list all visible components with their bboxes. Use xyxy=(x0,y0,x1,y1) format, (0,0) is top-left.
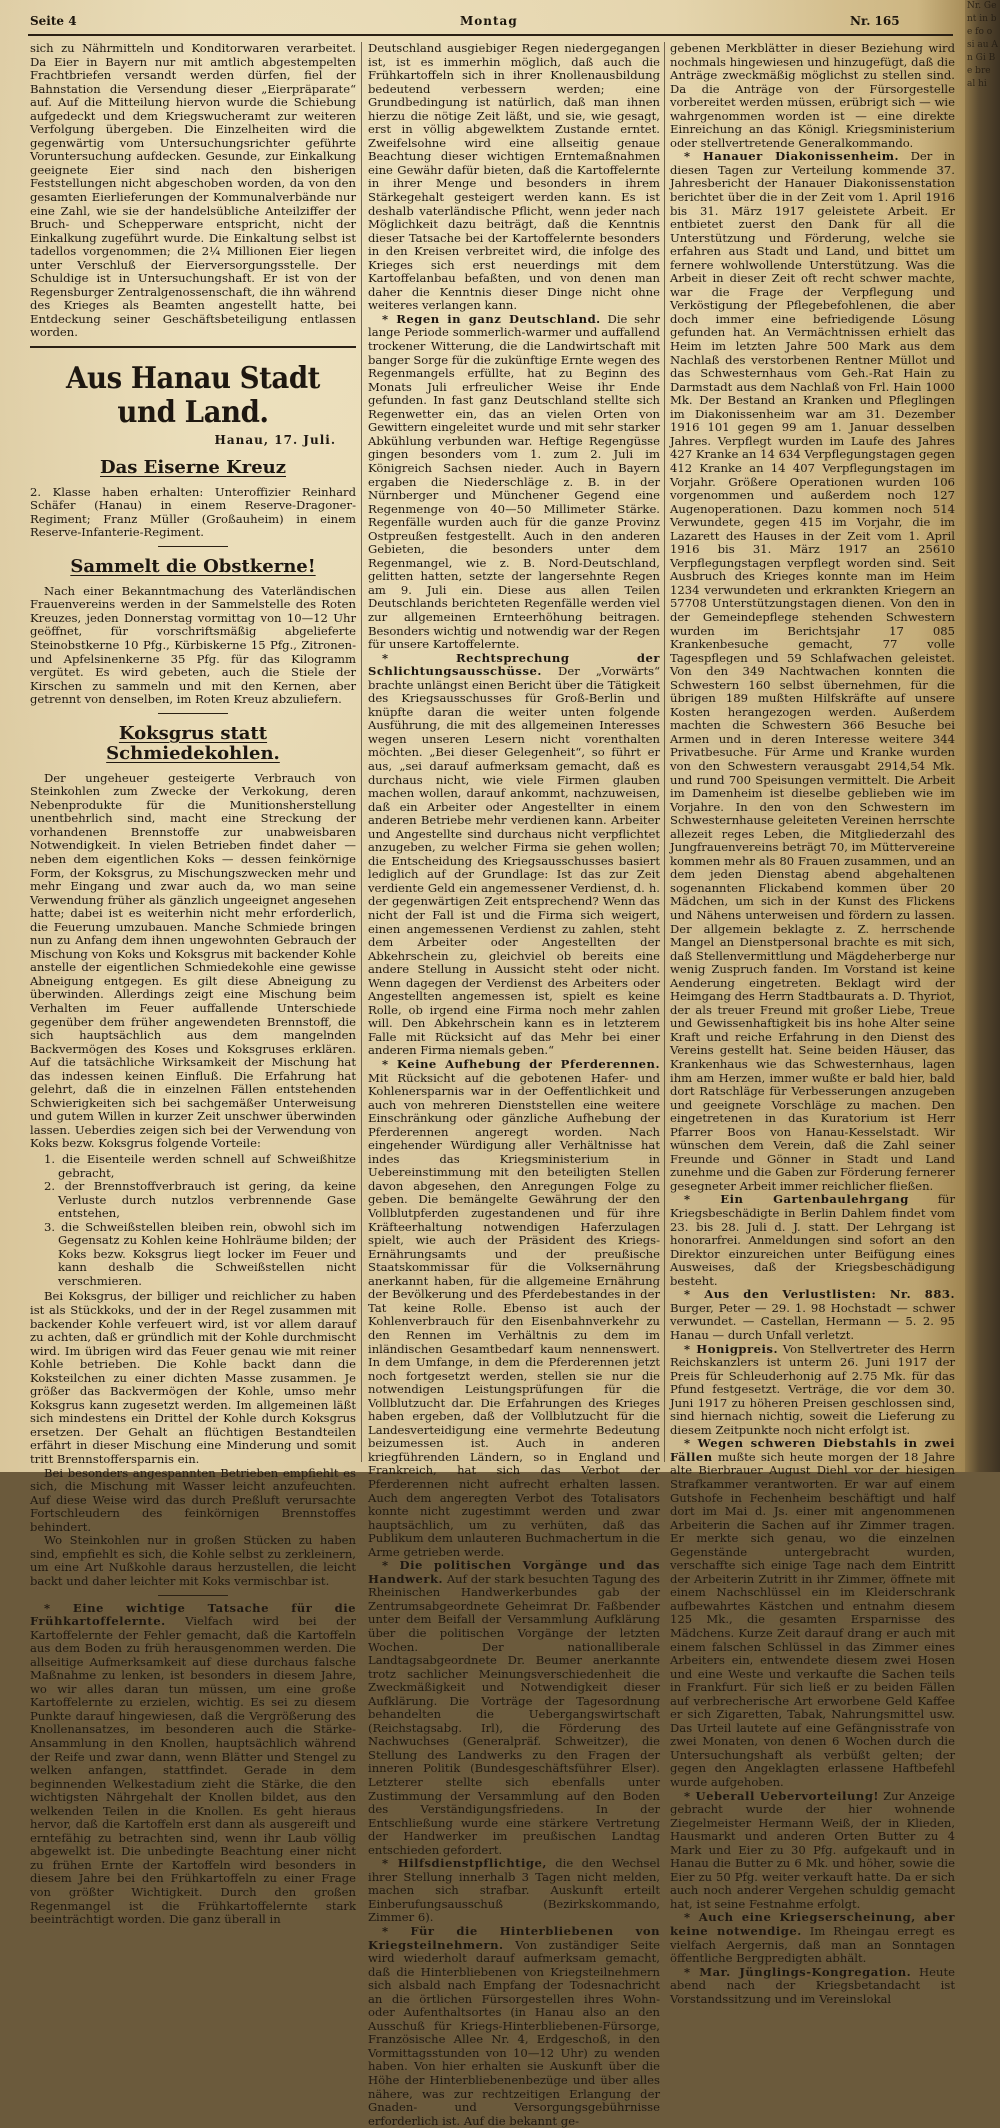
note-text: Vielfach wird bei der Kartoffelernte der Fehler gemacht, daß die Kartoffeln aus dem Boden zu früh herausgenommen werden. Die allseitige Aufmerksamkeit auf diese durchaus falsche Maßnahme zu lenken, ist besonders in diesem Jahre, wo wir alles daran tun müssen, um eine große Kartoffelernte zu erzielen, wichtig. Es sei zu diesem Punkte darauf hingewiesen, daß die Vergrößerung des Knollenansatzes, im besonderen auch die Stärke-Ansammlung in den Knollen, hauptsächlich während der Reife und zwar dann, wenn Blätter und Stengel zu welken anfangen, stattfindet. Gerade in dem beginnenden Welkestadium zieht die Stärke, die den wichtigsten Nährgehalt der Knollen bildet, aus den welkenden Teilen in die Knollen. Es geht hieraus hervor, daß die Kartoffeln erst dann als ausgereift und erntefähig zu betrachten sind, wenn ihr Laub völlig abgewelkt ist. Die unbedingte Beachtung einer nicht zu frühen Ernte der Kartoffeln wird besonders in diesem Jahre bei den Frühkartoffeln zu einer Frage von größter Wichtigkeit. Durch den großen Regenmangel ist die Frühkartoffelernte stark beeinträchtigt worden. Die ganz überall in xyxy=(30,1614,357,1927)
page-number: Seite 4 xyxy=(30,14,77,28)
note-text: Der „Vorwärts“ brachte unlängst einen Bericht über die Tätigkeit des Kriegsausschusses für Groß-Berlin und knüpfte daran die weiter unten folgende Ausführung, die mit des allgemeinen Interesses wegen unseren Lesern nicht vorenthalten möchten. „Bei dieser Gelegenheit“, so führt er aus, „sei darauf aufmerksam gemacht, daß es durchaus nicht, wie viele Firmen glauben machen wollen, darauf ankommt, nachzuweisen, daß ein Arbeiter oder Angestellter in einem anderen Betriebe mehr verdienen kann. Arbeiter und Angestellte sind durchaus nicht verpflichtet anzugeben, zu welcher Firma sie gehen wollen; die Entscheidung des Kriegsausschusses basiert lediglich auf der Grundlage: Ist das zur Zeit verdiente Geld ein angemessener Verdienst, d. h. der gegenwärtigen Zeit entsprechend? Wenn das nicht der Fall ist und die Firma sich weigert, einen angemessenen Verdienst zu zahlen, steht dem Arbeiter oder Angestellten der Abkehrschein zu, gleichviel ob bereits eine andere Stellung in Aussicht steht oder nicht. Wenn dagegen der Verdienst des Arbeiters oder Angestellten angemessen ist, spielt es keine Rolle, ob irgend eine Firma noch mehr zahlen will. Den Abkehrschein kann es in letzterem Falle mit Rücksicht auf das Mehr bei einer anderen Firma niemals geben.“ xyxy=(368,664,661,1058)
article-gartenbau xyxy=(670,1193,955,1288)
article-uebervorteilung xyxy=(670,1790,955,1912)
adjacent-page-edge xyxy=(965,0,1000,1472)
article-kongregation xyxy=(670,1966,955,2007)
note-title: * Ueberall Uebervorteilung! xyxy=(684,1788,880,1803)
column-3 xyxy=(670,41,956,2006)
article-diakonissenheim xyxy=(670,150,955,1193)
note-title: * Ein Gartenbaulehrgang xyxy=(684,1192,909,1207)
issue-number: Nr. 165 xyxy=(850,14,900,28)
note-text: Der in diesen Tagen zur Verteilung kommende 37. Jahresbericht der Hanauer Diakonissenstation berichtet über die in der Zeit vom 1. April 1916 bis 31. März 1917 geleistete Arbeit. Er entbietet zuerst den Dank für all die Unterstützung und Förderung, welche sie erfahren aus Stadt und Land, und bittet um fernere wohlwollende Unterstützung. Was die Arbeit in dieser Zeit oft recht schwer machte, war die Frage der Verpflegung und Verköstigung der Pflegebefohlenen, die aber doch immer eine befriedigende Lösung gefunden hat. An Vermächtnissen erhielt das Heim im letzten Jahre 500 Mark aus dem Nachlaß des verstorbenen Rentner Müllot und das Schwesternhaus vom Geh.-Rat Hain zu Darmstadt aus dem Nachlaß von Frl. Hain 1000 Mk. Der Bestand an Kranken und Pfleglingen im Diakonissenheim war am 31. Dezember 1916 101 gegen 99 am 1. Januar desselben Jahres. Verpflegt wurden im Laufe des Jahres 427 Kranke an 14 634 Verpflegungstagen gegen 412 Kranke an 14 407 Verpflegungstagen im Vorjahr. Größere Operationen wurden 106 vorgenommen und außerdem noch 127 Augenoperationen. Dazu kommen noch 514 Verwundete, gegen 415 im Vorjahr, die im Lazarett des Hauses in der Zeit vom 1. April 1916 bis 31. März 1917 an 25610 Verpflegungstagen verpflegt worden sind. Seit Ausbruch des Krieges konnte man im Heim 1234 verwundeten und erkrankten Kriegern an 57708 Unterstützungstagen dienen. Von den in der Gemeindepflege stehenden Schwestern wurden im Berichtsjahr 17 085 Krankenbesuche gemacht, 77 volle Tagespflegen und 59 Schlafwachen geleistet. Von den 349 Nachtwachen konnten die Schwestern 160 selbst übernehmen, für die übrigen 189 mußten Hilfskräfte auf unsere Kosten herangezogen werden. Außerdem machten die Schwestern 366 Besuche bei Armen und in deren Interesse weitere 344 Privatbesuche. Für Arme und Kranke wurden von den Schwestern verausgabt 2914,54 Mk. und rund 700 Speisungen vermittelt. Die Arbeit im Damenheim ist dieselbe geblieben wie im Vorjahre. In den von den Schwestern im Schwesternhause geleiteten Vereinen herrschte allezeit reges Leben, die Mitgliederzahl des Jungfrauenvereins beträgt 70, im Müttervereine kommen mehr als 80 Frauen zusammen, und an dem jeden Dienstag abend abgehaltenen sogenannten Flickabend kommen über 20 Mädchen, um sich in der Kunst des Flickens und Nähens unterweisen und fördern zu lassen. Der allgemein beklagte z. Z. herrschende Mangel an Dienstpersonal brachte es mit sich, daß Stellenvermittlung und Mägdeherberge nur wenig Zuspruch fanden. Im Vorstand ist keine Aenderung eingetreten. Beklagt wird der Heimgang des Herrn Stadtbaurats a. D. Thyriot, der als treuer Freund mit großer Liebe, Treue und Gewissenhaftigkeit bis ins hohe Alter seine Kraft und reiche Erfahrung in den Dienst des Vereins gestellt hat. Seine beiden Häuser, das Krankenhaus wie das Schwesternhaus, lagen ihm am Herzen, immer wußte er bald hier, bald dort Ratschläge für Verbesserungen anzugeben und geeignete Vorschläge zu machen. Den eingetretenen in das Kuratorium ist Herr Pfarrer Boos von Hanau-Kesselstadt. Wir wünschen dem Verein, daß die Zahl seiner Freunde und Gönner in Stadt und Land zunehme und die Gaben zur Förderung fernerer gesegneter Arbeit immer reichlicher fließen. xyxy=(670,149,956,1193)
article-schlichtung xyxy=(368,652,660,1058)
note-title: * Aus den Verlustlisten: Nr. 883. xyxy=(684,1287,955,1302)
page-header xyxy=(0,0,965,38)
article-intro: sich zu Nährmitteln und Konditorwaren verarbeitet. Da Eier in Bayern nur mit amtlich abgestempelten Frachtbriefen versandt werden dürfen, fiel der Bahnstation die Versendung dieser „Eierpräparate“ auf. Auf die Mitteilung hiervon wurde die Schiebung aufgedeckt und dem Kriegswucheramt zur weiteren Verfolgung übergeben. Die Einzelheiten wird die gegenwärtig vom Untersuchungsrichter geführte Voruntersuchung aufdecken. Gesunde, zur Einkalkung geeignete Eier sind nach den bisherigen Feststellungen nicht abgeschoben worden, da von den gesamten Eierlieferungen der Kommunalverbände nur eine Zahl, wie sie der handelsübliche Anteilziffer der Bruch- und Schepperware entspricht, nicht der Einkalkung zugeführt wurde. Die Einkaltung selbst ist tadellos vorgenommen; die 2¼ Millionen Eier liegen unter Verschluß der Eierversorgungsstelle. Der Schuldige ist in Untersuchungshaft. Er ist von der Regensburger Zentralgenossenschaft, die ihn während des Krieges als Beamten angestellt hatte, bei Entdeckung seiner Geschäftsbeteiligung entlassen worden. xyxy=(30,41,356,340)
article-kriegserscheinung xyxy=(670,1911,955,1965)
article-diebstahl xyxy=(670,1437,955,1789)
note-title: * Wegen schweren Diebstahls in zwei Fällen xyxy=(670,1436,955,1464)
note-title: * Die politischen Vorgänge und das Handwerk. xyxy=(368,1558,660,1586)
divider xyxy=(30,346,356,348)
note-text: Zur Anzeige gebracht wurde der hier wohnende Ziegelmeister Hermann Weiß, der in Klieden, Hausmarkt und anderen Orten Butter zu 4 Mark und Eier zu 30 Pfg. aufgekauft und in Hanau die Butter zu 6 Mk. und höher, sowie die Eier zu 50 Pfg. weiter verkauft hatte. Da er sich auch noch anderer Vergehen schuldig gemacht hat, ist seine Festnahme erfolgt. xyxy=(670,1788,955,1911)
note-text: Die sehr lange Periode sommerlich-warmer und auffallend trockener Witterung, die die Landwirtschaft mit banger Sorge für die zukünftige Ernte wegen des Regenmangels erfüllte, hat zu Beginn des Monats Juli erfreulicher Weise ihr Ende gefunden. In fast ganz Deutschland stellte sich Regenwetter ein, das an vielen Orten von Gewittern eingeleitet wurde und mit sehr starker Abkühlung verbunden war. Heftige Regengüsse gingen besonders vom 1. zum 2. Juli im Königreich Sachsen nieder. Auch in Bayern ergaben die Niederschläge z. B. in der Nürnberger und Münchener Gegend eine Regenmenge von 40—50 Millimeter Stärke. Regenfälle wurden auch für die ganze Provinz Ostpreußen festgestellt. Auch in den anderen Gebieten, die besonders unter dem Regenmangel, wie z. B. Nord-Deutschland, gelitten hatten, setzte der langersehnte Regen am 9. Juli ein. Diese aus allen Teilen Deutschlands berichteten Regenfälle werden viel zur allgemeinen Ernteerhöhung beitragen. Besonders wichtig und notwendig war der Regen für unsere Kartoffelernte. xyxy=(368,311,661,652)
note-title: * Eine wichtige Tatsache für die Frühkartoffelernte. xyxy=(30,1600,356,1629)
note-text: Im Rheingau erregt es vielfach Aergernis, daß man an Sonntagen öffentliche Bergpredigten abhält. xyxy=(670,1924,955,1966)
article-regen xyxy=(368,313,660,652)
article-koksgrus-p3: Bei besonders angespannten Betrieben empfiehlt es sich, die Mischung mit Wasser leicht anzufeuchten. Auf diese Weise wird das durch Preßluft verursachte Fortschleudern des feinkörnigen Brennstoffes behindert. xyxy=(30,1465,356,1534)
article-obstkerne: Nach einer Bekanntmachung des Vaterländischen Frauenvereins werden in der Sammelstelle des Roten Kreuzes, jeden Donnerstag vormittag von 10—12 Uhr geöffnet, für vorschriftsmäßig abgelieferte Steinobstkerne 10 Pfg., Kürbiskerne 15 Pfg., Zitronen- und Apfelsinenkerne 35 Pfg. für das Kilogramm vergütet. Es wird gebeten, auch die Stiele der Kirschen zu sammeln und mit den Kernen, aber getrennt von denselben, im Roten Kreuz abzuliefern. xyxy=(30,583,356,707)
note-text: Burger, Peter — 29. 1. 98 Hochstadt — schwer verwundet. — Castellan, Hermann — 5. 2. 95 Hanau — durch Unfall verletzt. xyxy=(670,1300,955,1342)
note-title: * Keine Aufhebung der Pferderennen. xyxy=(382,1057,660,1072)
note-title: * Auch eine Kriegserscheinung, aber keine notwendige. xyxy=(670,1910,955,1939)
column-rule xyxy=(361,42,362,1462)
column-rule xyxy=(664,42,665,1462)
note-text: Heute abend nach der Kriegsbetandacht ist Vorstandssitzung und im Vereinslokal xyxy=(670,1964,955,2006)
divider xyxy=(158,1595,228,1596)
note-title: * Regen in ganz Deutschland. xyxy=(382,311,601,326)
note-title: * Für die Hinterbliebenen von Kriegsteilnehmern. xyxy=(368,1924,660,1952)
article-eisernes-kreuz: 2. Klasse haben erhalten: Unteroffizier Reinhard Schäfer (Hanau) in einem Reserve-Dragoner-Regiment; Franz Müller (Großauheim) in einem Reserve-Infanterie-Regiment. xyxy=(30,484,356,540)
headline-obstkerne: Sammelt die Obstkerne! xyxy=(70,555,316,577)
note-text: Von zuständiger Seite wird wiederholt darauf aufmerksam gemacht, daß die Hinterbliebenen von Kriegsteilnehmern sich alsbald nach Empfang der Todesnachricht an die örtlichen Fürsorgestellen ihres Wohn- oder Aufenthaltsortes (in Hanau also an den Ausschuß für Kriegs-Hinterbliebenen-Fürsorge, Französische Allee Nr. 4, Erdgeschoß, in den Vormittagsstunden von 10—12 Uhr) zu wenden haben. Von hier erhalten sie Auskunft über die Höhe der Hinterbliebenenbezüge und über alles nähere, was zur rechtzeitigen Erlangung der Gnaden- und Versorgungsgebührnisse erforderlich ist. Auf die bekannt ge- xyxy=(368,1937,660,2128)
article-honigpreis xyxy=(670,1343,955,1438)
article-continued: Deutschland ausgiebiger Regen niedergegangen ist, ist es immerhin möglich, daß auch die Frühkartoffeln sich in ihrer Knollenausbildung bedeutend verbessern werden; eine Grundbedingung ist natürlich, daß man ihnen hierzu die nötige Zeit läßt, und sie, wie gesagt, erst in völlig abgewelktem Zustande erntet. Zweifelsohne wird eine allseitig genaue Beachtung dieser wichtigen Erntemaßnahmen eine Gewähr dafür bieten, daß die Kartoffelernte in ihrer Menge und besonders in ihrem Stärkegehalt gesteigert werden kann. Es ist deshalb vaterländische Pflicht, wenn jeder nach Möglichkeit dazu beiträgt, daß die Kenntnis dieser Tatsache bei der Kartoffelernte besonders in den Kreisen verbreitet wird, die infolge des Krieges sich erst neuerdings mit dem Kartoffelanbau befaßten, und von denen man daher die Kenntnis dieser Dinge nicht ohne weiteres verlangen kann. xyxy=(368,41,660,313)
list-item: 1. die Eisenteile werden schnell auf Schweißhitze gebracht, xyxy=(44,1152,356,1180)
note-title: * Rechtsprechung der Schlichtungsausschüsse. xyxy=(368,650,660,679)
headline-koksgrus: Koksgrus statt Schmiedekohlen. xyxy=(106,722,280,764)
adjacent-page-text: Nr. Gent in be fo o si au An Gi Be bre al hi xyxy=(967,1,998,89)
divider xyxy=(158,546,228,547)
article-koksgrus-p2: Bei Koksgrus, der billiger und reichlicher zu haben ist als Stückkoks, und der in der Regel zusammen mit backender Kohle verfeuert wird, ist vor allem darauf zu achten, daß er gründlich mit der Kohle durchmischt wird. Im übrigen wird das Feuer genau wie mit reiner Kohle betrieben. Die Kohle backt dann die Koksteilchen zu einer dichten Masse zusammen. Je größer das Backvermögen der Kohle, umso mehr Koksgrus kann zugesetzt werden. Im allgemeinen läßt sich mindestens ein Drittel der Kohle durch Koksgrus ersetzen. Der Gehalt an flüchtigen Bestandteilen erfährt in dieser Mischung eine Minderung und somit tritt Brennstoffersparnis ein. xyxy=(30,1289,356,1467)
note-title: * Honigpreis. xyxy=(684,1341,778,1356)
note-text: Auf der stark besuchten Tagung des Rheinischen Handwerkerbundes gab der Zentrumsabgeordnete Geheimrat Dr. Faßbender unter dem Beifall der Versammlung Aufklärung über die politischen Vorgänge der letzten Wochen. Der nationalliberale Landtagsabgeordnete Dr. Beumer anerkannte trotz sachlicher Meinungsverschiedenheit die Zweckmäßigkeit und Notwendigkeit dieser Aufklärung. Die Vorträge der Tagesordnung behandelten die Uebergangswirtschaft (Reichstagsabg. Irl), die Förderung des Nachwuchses (Generalpräf. Schweitzer), die Stellung des Landwerks zu den Fragen der inneren Politik (Bundesgeschäftsführer Elser). Letzterer stellte sich ebenfalls unter Zustimmung der Versammlung auf den Boden des Verständigungsfriedens. In der Entschließung wurde eine stärkere Vertretung der Handwerker im preußischen Landtag entschieden gefordert. xyxy=(368,1571,661,1857)
dateline: Hanau, 17. Juli. xyxy=(214,433,336,448)
article-koksgrus-p4: Wo Steinkohlen nur in großen Stücken zu haben sind, empfiehlt es sich, die Kohle selbst zu zerkleinern, um eine Art Nußkohle daraus herzustellen, die leicht backt und daher leichter mit Koks vermischbar ist. xyxy=(30,1533,356,1588)
note-title: * Hilfsdienstpflichtige, xyxy=(382,1856,547,1871)
article-verlustliste xyxy=(670,1288,955,1342)
article-kartoffelernte xyxy=(30,1602,356,1927)
note-text: Mit Rücksicht auf die gebotenen Hafer- und Kohlenersparnis war in der Oeffentlichkeit und auch von mehreren Dienststellen eine weitere Einschränkung oder gänzliche Aufhebung der Pferderennen angeregt worden. Nach eingehender Würdigung aller Verhältnisse hat indes das Kriegsministerium in Uebereinstimmung mit den beteiligten Stellen davon abgesehen, den Anregungen Folge zu geben. Die bemängelte Gewährung der den Vollblutpferden zugestandenen und für ihre Kräfteerhaltung notwendigen Haferzulagen spielt, wie auch der Präsident des Kriegs-Ernährungsamts und der preußische Staatskommissar für die Volksernährung anerkannt haben, für die allgemeine Ernährung der Bevölkerung und des Pferdebestandes in der Tat keine Rolle. Ebenso ist auch der Kohlenverbrauch für den Eisenbahnverkehr zu den Rennen im Verhältnis zu dem im inländischen Gesamtbedarf kaum nennenswert. In dem Umfange, in dem die Pferderennen jetzt noch fortgesetzt werden, stellen sie nur die notwendigen Leistungsprüfungen für die Vollblutzucht dar. Die Erfahrungen des Krieges haben ergeben, daß der Vollblutzucht für die Landesverteidigung eine vermehrte Bedeutung beizumessen ist. Auch in anderen kriegführenden Ländern, so in England und Frankreich, hat sich das Verbot der Pferderennen nicht aufrecht erhalten lassen. Auch dem angeregten Verbot des Totalisators konnte nicht zugestimmt werden und zwar hauptsächlich, um zu verhüten, daß das Publikum dem unlauteren Buchmachertum in die Arme getrieben werde. xyxy=(368,1070,660,1559)
note-text: für Kriegsbeschädigte in Berlin Dahlem findet vom 23. bis 28. Juli d. J. statt. Der Lehrgang ist honorarfrei. Anmeldungen sind sofort an den Direktor einzureichen unter Beifügung eines Ausweises, daß der Kriegsbeschädigung besteht. xyxy=(670,1192,956,1288)
article-handwerk xyxy=(368,1559,660,1857)
article-koksgrus-p1: Der ungeheuer gesteigerte Verbrauch von Steinkohlen zum Zwecke der Verkokung, deren Nebenprodukte für die Munitionsherstellung unentbehrlich sind, macht eine Streckung der vorhandenen Brennstoffe zur unabweisbaren Notwendigkeit. In vielen Betrieben findet daher — neben dem eigentlichen Koks — dessen feinkörnige Form, der Koksgrus, zu Mischungszwecken mehr und mehr Eingang und zwar auch da, wo man seine Verwendung früher als gänzlich ungeeignet angesehen hatte; dabei ist es weiterhin nicht mehr erforderlich, die Feuerung umzubauen. Manche Schmiede bringen nun zu Anfang dem ihnen ungewohnten Gebrauch der Mischung von Koks und Koksgrus mit backender Kohle anstelle der eigentlichen Schmiedekohle eine gewisse Abneigung entgegen. Es gilt diese Abneigung zu überwinden. Allerdings zeigt eine Mischung beim Verhalten im Feuer auffallende Unterschiede gegenüber dem früher angewendeten Brennstoff, die sich hauptsächlich aus dem mangelnden Backvermögen des Koses und Koksgruses erklären. Auf die tatsächliche Wirksamkeit der Mischung hat das indessen keinen Einfluß. Die Erfahrung hat gelehrt, daß die in einzelnen Fällen entstehenden Schwierigkeiten sich bei sachgemäßer Unterweisung und gutem Willen in kurzer Zeit unschwer überwinden lassen. Ueberdies zeigen sich bei der Verwendung von Koks bezw. Koksgrus folgende Vorteile: xyxy=(30,770,356,1151)
list-item: 3. die Schweißstellen bleiben rein, obwohl sich im Gegensatz zu Kohlen keine Hohlräume bilden; der Koks bezw. Koksgrus liegt locker im Feuer und kann deshalb die Schweißstellen nicht verschmieren. xyxy=(44,1219,356,1288)
article-continued: gebenen Merkblätter in dieser Beziehung wird nochmals hingewiesen und hinzugefügt, daß die Anträge zweckmäßig möglichst zu stellen sind. Da die Anträge von der Fürsorgestelle vorbereitet werden müssen, erübrigt sich — wie wahrgenommen worden ist — eine direkte Einreichung an das Königl. Kriegsministerium oder stellvertretende Generalkommando. xyxy=(670,41,955,150)
note-text: mußte sich heute morgen der 18 Jahre alte Bierbrauer August Diehl vor der hiesigen Strafkammer verantworten. Er war auf einem Gutshofe in Fechenheim beschäftigt und half dort im Mai d. Js. einer mit angenommenen Arbeiterin die Sachen auf ihr Zimmer tragen. Er merkte sich genau, wo die einzelnen Gegenstände untergebracht wurden, verschaffte sich einige Tage nach dem Eintritt der Arbeiterin Zutritt in ihr Zimmer, öffnete mit einem Nachschlüssel ein im Kleiderschrank aufbewahrtes Kästchen und entnahm diesem 125 Mk., die gesamten Ersparnisse des Mädchens. Kurze Zeit darauf drang er auch mit einem falschen Schlüssel in das Zimmer eines Arbeiters ein, entwendete diesem zwei Hosen und eine Weste und verkaufte die Sachen teils in Frankfurt. Für sich ließ er zu beiden Fällen auf verbrecherische Art erworbene Geld Kaffee er sich Zigaretten, Tabak, Nahrungsmittel usw. Das Urteil lautete auf eine Gefängnisstrafe von zwei Monaten, von denen 6 Wochen durch die Untersuchungshaft als verbüßt gelten; der gegen den Angeklagten erlassene Haftbefehl wurde aufgehoben. xyxy=(670,1449,956,1789)
section-title: Aus Hanau Stadt und Land. xyxy=(66,361,320,431)
note-title: * Mar. Jünglings-Kongregation. xyxy=(684,1964,912,1979)
headline-eisernes-kreuz: Das Eiserne Kreuz xyxy=(100,456,286,478)
koksgrus-advantages-list xyxy=(30,1153,356,1288)
column-2 xyxy=(368,41,661,2128)
article-hinterbliebene xyxy=(368,1925,660,2128)
divider xyxy=(158,713,228,714)
note-text: Von Stellvertreter des Herrn Reichskanzlers ist unterm 26. Juni 1917 der Preis für Schleuderhonig auf 2.75 Mk. für das Pfund festgesetzt. Verträge, die vor dem 30. Juni 1917 zu höheren Preisen geschlossen sind, sind hiernach nichtig, soweit die Lieferung zu diesem Zeitpunkte noch nicht erfolgt ist. xyxy=(670,1341,955,1437)
note-title: * Hanauer Diakonissenheim. xyxy=(684,149,900,164)
header-rule xyxy=(28,34,953,36)
issue-day: Montag xyxy=(460,14,518,28)
article-pferderennen xyxy=(368,1058,660,1559)
list-item: 2. der Brennstoffverbrauch ist gering, da keine Verluste durch nutzlos verbrennende Gase entstehen, xyxy=(44,1179,356,1221)
article-hilfsdienst xyxy=(368,1857,660,1925)
note-text: die den Wechsel ihrer Stellung innerhalb 3 Tagen nicht melden, machen sich strafbar. Auskunft erteilt Einberufungsausschuß (Bezirkskommando, Zimmer 6). xyxy=(368,1856,661,1925)
column-1 xyxy=(30,41,357,1927)
